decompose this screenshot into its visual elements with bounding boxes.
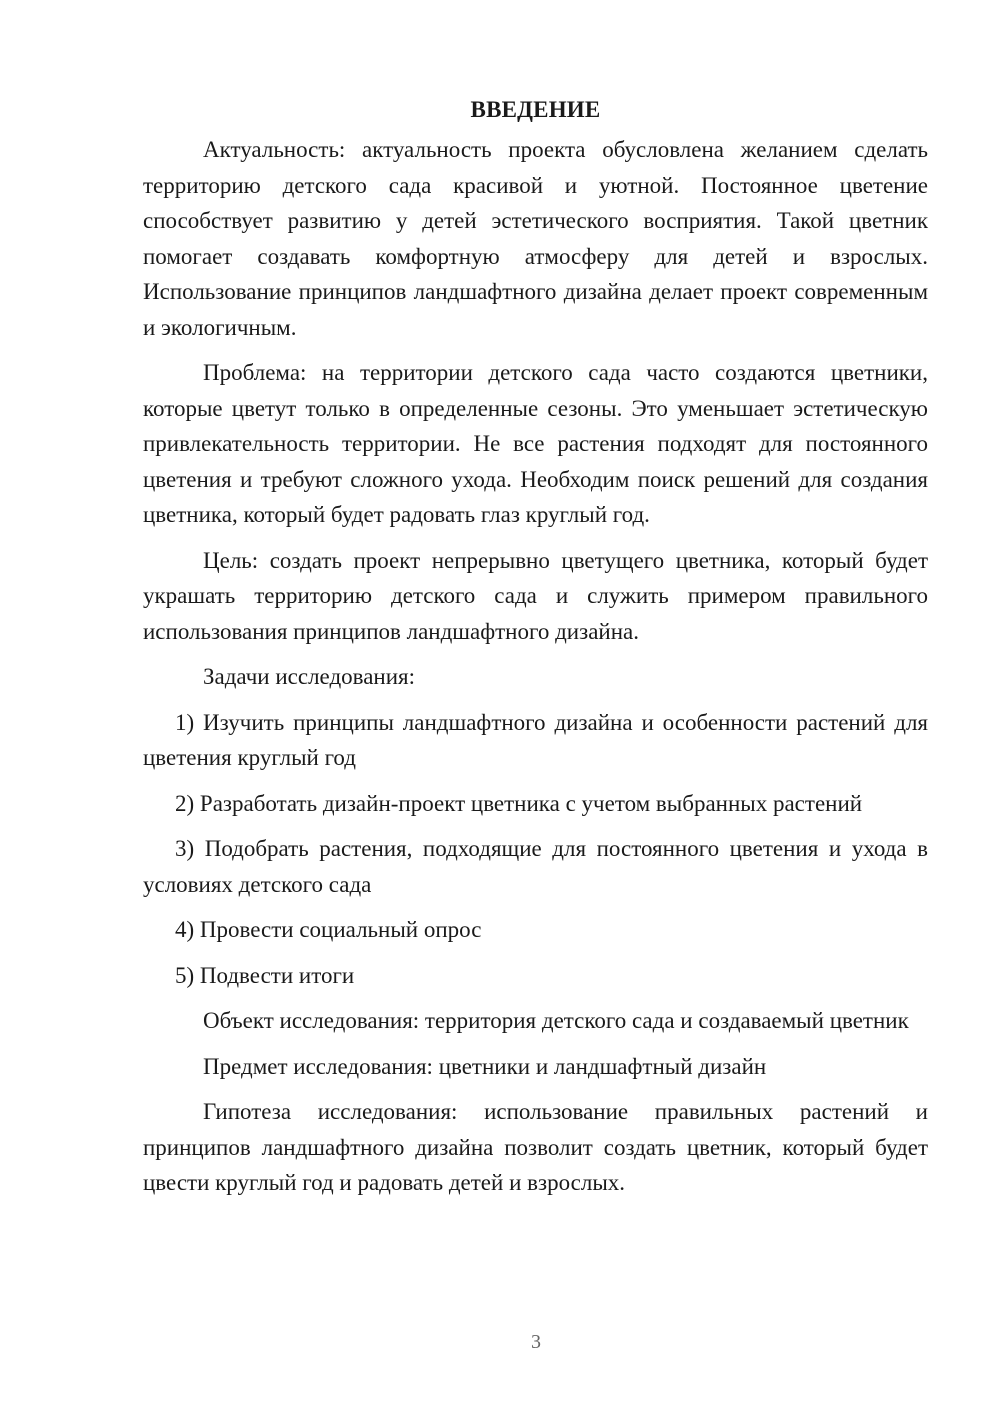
hypothesis-paragraph: Гипотеза исследования: использование правильных растений и принципов ландшафтного дизайна позволит создать цветник, который будет цвести круглый год и радовать детей и взрослых. xyxy=(143,1099,928,1195)
relevance-paragraph: Актуальность: актуальность проекта обусловлена желанием сделать территорию детского сада красивой и уютной. Постоянное цветение способствует развитию у детей эстетического восприятия. Такой цветник помогает создавать комфортную атмосферу для детей и взрослых. Использование принципов ландшафтного дизайна делает проект современным и экологичным. xyxy=(143,137,928,340)
problem-paragraph: Проблема: на территории детского сада часто создаются цветники, которые цветут только в определенные сезоны. Это уменьшает эстетическую привлекательность территории. Не все растения подходят для постоянного цветения и требуют сложного ухода. Необходим поиск решений для создания цветника, который будет радовать глаз круглый год. xyxy=(143,360,928,527)
document-page xyxy=(143,92,928,1211)
tasks-intro: Задачи исследования: xyxy=(203,664,416,689)
task-item-2: 2) Разработать дизайн-проект цветника с учетом выбранных растений xyxy=(175,790,863,816)
task-item-3: 3) Подобрать растения, подходящие для постоянного цветения и ухода в условиях детского сада xyxy=(143,836,928,897)
page-title: ВВЕДЕНИЕ xyxy=(470,97,601,122)
task-item-5: 5) Подвести итоги xyxy=(175,962,355,988)
object-paragraph: Объект исследования: территория детского сада и создаваемый цветник xyxy=(203,1008,909,1033)
task-item-1: 1) Изучить принципы ландшафтного дизайна и особенности растений для цветения круглый год xyxy=(143,709,928,770)
page-number: 3 xyxy=(531,1331,541,1353)
goal-paragraph: Цель: создать проект непрерывно цветущего цветника, который будет украшать территорию детского сада и служить примером правильного использования принципов ландшафтного дизайна. xyxy=(143,547,928,644)
task-item-4: 4) Провести социальный опрос xyxy=(175,917,482,942)
subject-paragraph: Предмет исследования: цветники и ландшафтный дизайн xyxy=(203,1053,767,1079)
